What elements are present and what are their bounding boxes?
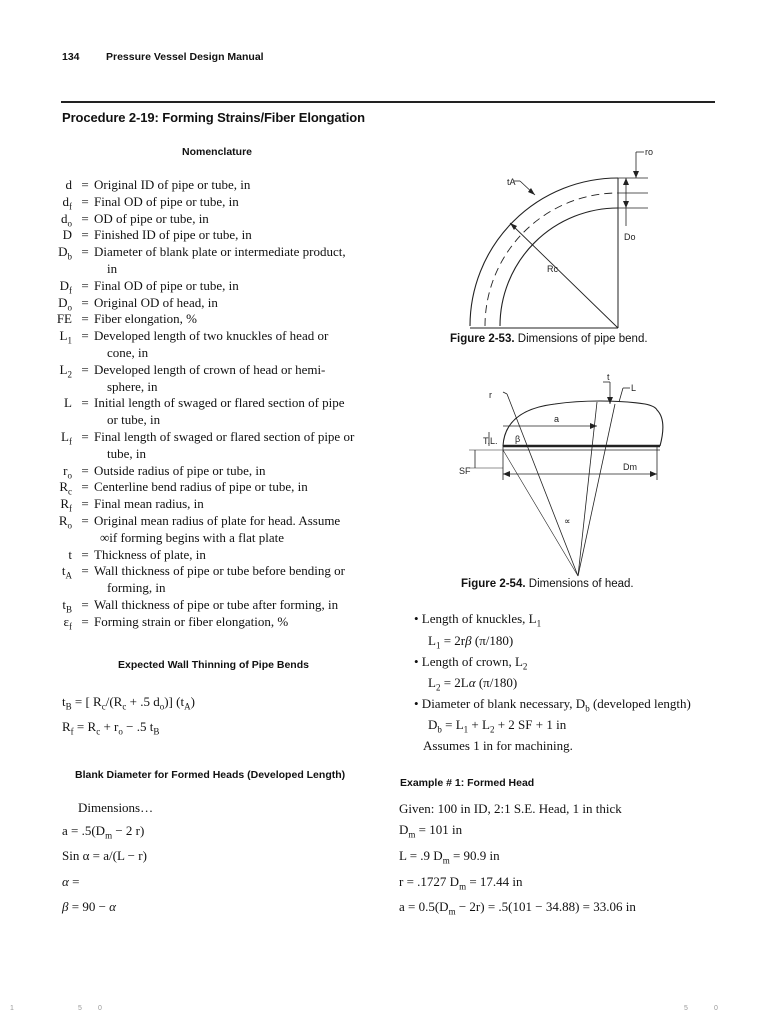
figure-2-53-caption: Figure 2-53. Dimensions of pipe bend. [450, 333, 648, 345]
nomenclature-definition: Original mean radius of plate for head. Assume [94, 513, 341, 528]
outer-wall-arc [470, 178, 618, 326]
label-sf: SF [459, 466, 471, 476]
footer-mark-4: 5 [684, 1005, 688, 1012]
figure-2-54-head [445, 370, 705, 580]
footer-mark-2: 5 [78, 1005, 82, 1012]
equals-sign: = [81, 563, 89, 579]
nomenclature-symbol: $D_b$ [58, 244, 72, 262]
a-arrowhead [590, 423, 597, 429]
footer-mark-5: 0 [714, 1005, 718, 1012]
equals-sign: = [81, 496, 89, 512]
equals-sign: = [81, 193, 89, 209]
nomenclature-symbol: D [62, 227, 72, 243]
nomenclature-definition: Final OD of pipe or tube, in [94, 193, 239, 209]
label-alpha: ∝ [564, 516, 571, 526]
nomenclature-definition-cont: or tube, in [107, 412, 161, 428]
dm-arrow-left [503, 471, 510, 477]
equals-sign: = [81, 479, 89, 495]
nomenclature-symbol: $R_f$ [60, 496, 72, 514]
nomenclature-definition-cont: cone, in [107, 345, 149, 360]
nomenclature-definition-cont: ∞if forming begins with a flat plate [100, 529, 284, 545]
equals-sign: = [81, 244, 89, 260]
equals-sign: = [81, 597, 89, 612]
nomenclature-symbol: t [68, 546, 72, 562]
apex-left-line [503, 450, 578, 576]
nomenclature-symbol: $d_f$ [62, 193, 72, 212]
nomenclature-definition: Final OD of pipe or tube, in [94, 277, 239, 293]
figure-2-54-caption: Figure 2-54. Dimensions of head. [461, 578, 634, 590]
nomenclature-definition: Developed length of crown of head or hemi- [94, 361, 326, 377]
label-t: t [607, 372, 610, 382]
bullet-blank-diameter: • Diameter of blank necessary, $D_b$ (developed length) [414, 696, 691, 714]
nomenclature-symbol: $L_2$ [59, 361, 72, 380]
nomenclature-definition: Initial length of swaged or flared section of pipe [94, 395, 345, 411]
bullet-knuckles: • Length of knuckles, $L_1$ [414, 611, 542, 629]
nomenclature-symbol: $L_f$ [61, 429, 72, 447]
dm-arrow-right [650, 471, 657, 477]
label-r: r [489, 390, 492, 400]
example-l: L = .9 $D_m = 90.9$ in [399, 848, 500, 866]
equals-sign: = [81, 513, 89, 528]
nomenclature-symbol: $R_c$ [59, 479, 72, 497]
example-r: r = .1727 $D_m = 17.44$ in [399, 874, 523, 892]
inner-wall-arc [500, 208, 618, 326]
header-rule [61, 101, 715, 103]
equals-sign: = [81, 429, 89, 444]
equals-sign: = [81, 177, 89, 192]
equals-sign: = [81, 294, 89, 310]
equals-sign: = [81, 227, 89, 243]
eq-a: $a = .5(D_m - 2$ r) [62, 823, 145, 841]
nomenclature-definition: Diameter of blank plate or intermediate product, [94, 244, 346, 260]
nomenclature-definition: Final length of swaged or flared section of pipe or [94, 429, 355, 444]
head-profile [503, 401, 663, 446]
nomenclature-symbol: $d_o$ [61, 210, 72, 229]
nomenclature-definition: Centerline bend radius of pipe or tube, in [94, 479, 308, 495]
nomenclature-symbol: $r_o$ [63, 462, 72, 481]
nomenclature-symbol: $\varepsilon_f$ [63, 613, 72, 632]
label-l: L [631, 383, 637, 393]
nomenclature-definition: OD of pipe or tube, in [94, 210, 209, 226]
knuckle-radius-line [507, 394, 578, 576]
blank-diameter-heading: Blank Diameter for Formed Heads (Developed Length) [75, 769, 346, 781]
r-leader [503, 392, 507, 394]
running-header-title: Pressure Vessel Design Manual [106, 51, 264, 63]
label-rc: Rc [547, 264, 558, 274]
crown-radius-line-2 [578, 404, 615, 576]
nomenclature-definition: Forming strain or fiber elongation, % [94, 613, 289, 629]
formula-l1: $L_1 = 2r\beta$ (π/180) [428, 633, 514, 651]
equals-sign: = [81, 210, 89, 226]
label-ro: ro [645, 147, 654, 157]
example-a: $a = 0.5(D_m - 2r) = .5(101 - 34.88) = 33.06$ in [399, 899, 636, 917]
rc-radius-line [510, 223, 618, 328]
nomenclature-definition: Original OD of head, in [94, 294, 218, 310]
l-leader [619, 388, 623, 402]
nomenclature-definition: Finished ID of pipe or tube, in [94, 227, 252, 243]
nomenclature-symbol: d [65, 177, 72, 192]
page-number: 134 [62, 51, 80, 63]
procedure-title: Procedure 2-19: Forming Strains/Fiber Elongation [62, 110, 365, 125]
example-dm: $D_m = 101$ in [399, 822, 463, 840]
nomenclature-heading: Nomenclature [182, 146, 253, 158]
nomenclature-definition-cont: tube, in [107, 445, 146, 461]
equals-sign: = [81, 546, 89, 562]
nomenclature-symbol: $t_A$ [61, 563, 72, 581]
assumes-note: Assumes 1 in for machining. [423, 738, 573, 753]
nomenclature-definition: Outside radius of pipe or tube, in [94, 462, 266, 478]
label-beta: β [515, 434, 521, 444]
figure-2-53-pipe-bend [440, 140, 680, 340]
equals-sign: = [81, 311, 89, 327]
bullet-crown: • Length of crown, $L_2$ [414, 654, 528, 672]
dimensions-intro: Dimensions… [78, 800, 154, 815]
nomenclature-definition: Final mean radius, in [94, 496, 204, 512]
example-given: Given: 100 in ID, 2:1 S.E. Head, 1 in thick [399, 801, 622, 816]
label-a: a [554, 414, 560, 424]
formula-db: $D_b = L_1 + L_2 + 2$ SF + 1 in [428, 717, 567, 735]
nomenclature-symbol: $L_1$ [59, 328, 72, 346]
equals-sign: = [81, 613, 89, 629]
label-do: Do [624, 232, 636, 242]
equals-sign: = [81, 395, 89, 411]
footer-mark-3: 0 [98, 1005, 102, 1012]
wall-thinning-eq1: $t_B$ = [ $R_c/(R_c + .5$ $d_o$)] $(t_A)$ [62, 694, 195, 712]
label-ta: tA [507, 177, 516, 187]
nomenclature-symbol: $D_f$ [59, 277, 72, 296]
footer-mark-1: 1 [10, 1005, 14, 1012]
label-dm: Dm [623, 462, 637, 472]
nomenclature-symbol: $t_B$ [62, 597, 72, 615]
t-arrowhead [607, 397, 613, 404]
nomenclature-definition: Thickness of plate, in [94, 546, 206, 562]
nomenclature-symbol: L [64, 395, 72, 411]
formula-l2: $L_2 = 2L\alpha$ (π/180) [428, 675, 518, 693]
equals-sign: = [81, 328, 89, 344]
do-arrow-bottom [623, 201, 629, 208]
nomenclature-symbol: $R_o$ [58, 513, 72, 531]
label-tl: T.L. [483, 436, 498, 446]
nomenclature-definition-cont: forming, in [107, 580, 166, 596]
eq-beta: β = 90 − α [62, 899, 116, 914]
nomenclature-definition: Original ID of pipe or tube, in [94, 177, 251, 192]
centerline-arc [485, 193, 618, 326]
eq-alpha: α = [62, 874, 80, 889]
wall-thinning-heading: Expected Wall Thinning of Pipe Bends [118, 659, 309, 671]
example-heading: Example # 1: Formed Head [400, 777, 535, 789]
wall-thinning-eq2: $R_f = R_c + r_o - .5$ $t_B$ [62, 719, 160, 737]
crown-radius-line [578, 402, 597, 576]
do-arrow-top [623, 178, 629, 185]
equals-sign: = [81, 462, 89, 478]
nomenclature-definition-cont: in [107, 261, 118, 276]
nomenclature-symbol: FE [56, 311, 72, 327]
eq-sin-alpha: Sin α = a/(L − r) [62, 848, 147, 863]
equals-sign: = [81, 277, 89, 293]
nomenclature-definition-cont: sphere, in [107, 378, 158, 394]
nomenclature-definition: Wall thickness of pipe or tube after forming, in [94, 597, 339, 612]
nomenclature-definition: Developed length of two knuckles of head or [94, 328, 329, 344]
nomenclature-definition: Wall thickness of pipe or tube before bending or [94, 563, 345, 579]
equals-sign: = [81, 361, 89, 377]
ro-arrowhead [633, 171, 639, 178]
nomenclature-symbol: $D_o$ [58, 294, 72, 313]
nomenclature-definition: Fiber elongation, % [94, 311, 197, 327]
